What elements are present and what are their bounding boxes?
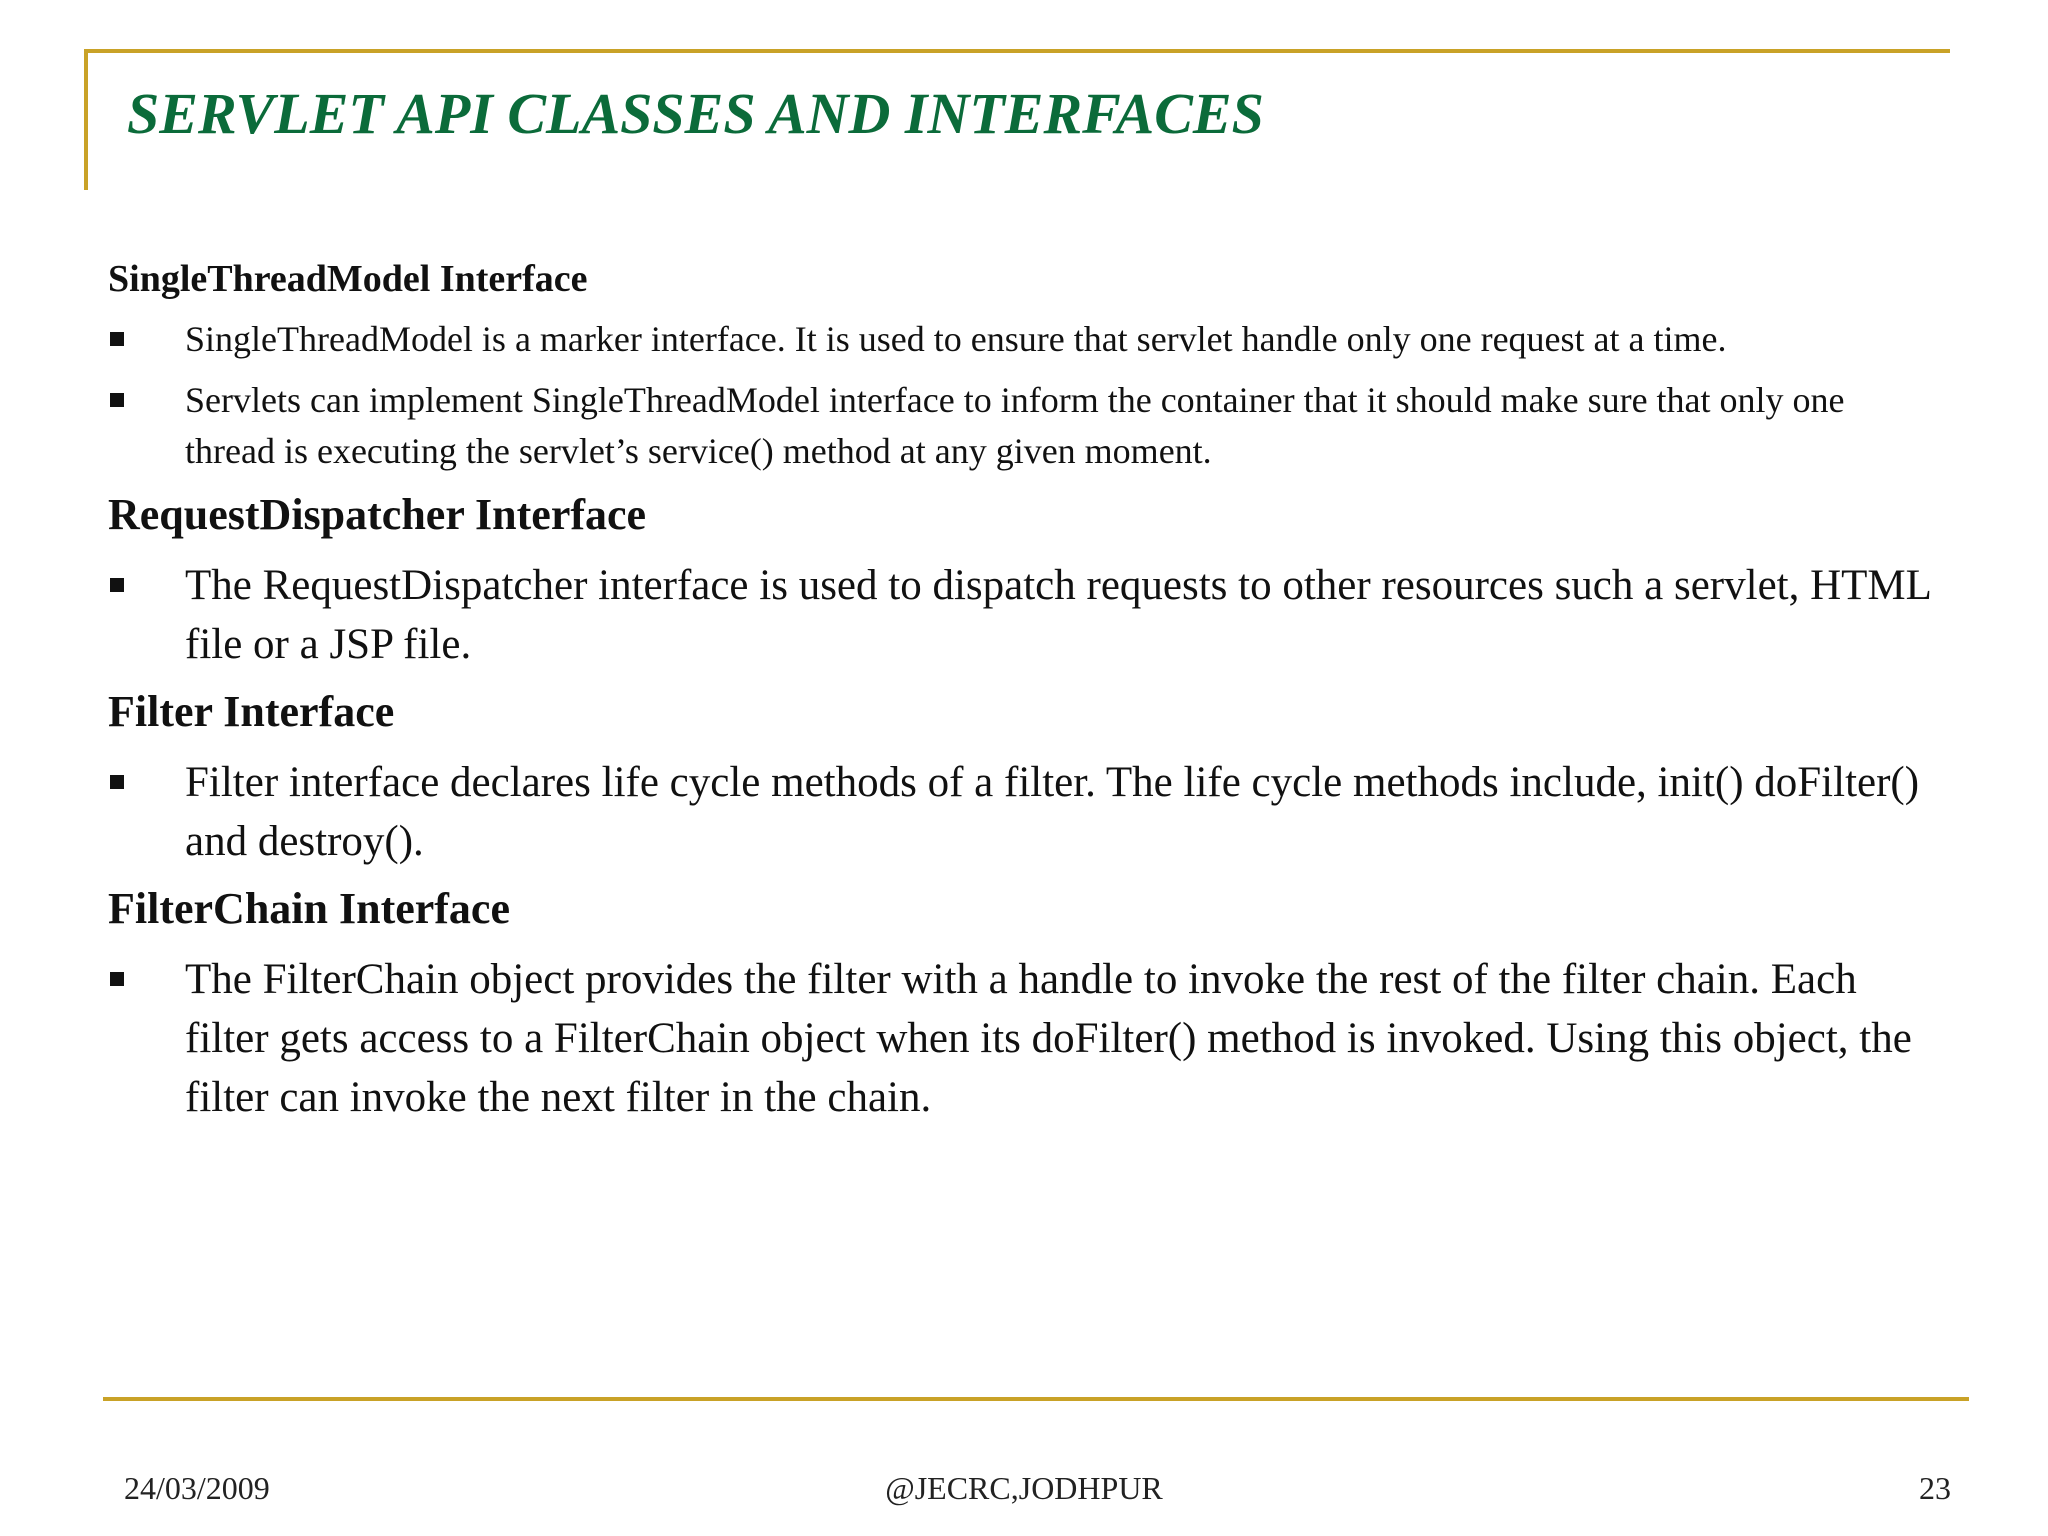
- footer-date: 24/03/2009: [124, 1470, 270, 1506]
- bullet-text: The RequestDispatcher interface is used to dispatch requests to other resources such a servlet, HTML file or a JSP file.: [185, 561, 1931, 668]
- slide-body: [108, 256, 1938, 1133]
- section-heading-singlethreadmodel: SingleThreadModel Interface: [108, 258, 588, 300]
- bullet-item: [108, 314, 1938, 365]
- square-bullet-icon: [110, 393, 124, 407]
- bullet-text: Filter interface declares life cycle methods of a filter. The life cycle methods include, init() doFilter() and destroy().: [185, 758, 1920, 865]
- top-accent-rule: [84, 49, 1950, 53]
- square-bullet-icon: [110, 972, 124, 986]
- bullet-item: [108, 753, 1938, 871]
- section-heading-requestdispatcher: RequestDispatcher Interface: [108, 489, 647, 539]
- section-heading-filterchain: FilterChain Interface: [108, 883, 510, 933]
- square-bullet-icon: [110, 578, 124, 592]
- section-heading-filter: Filter Interface: [108, 686, 395, 736]
- bullet-item: [108, 556, 1938, 674]
- bullet-text: SingleThreadModel is a marker interface. It is used to ensure that servlet handle only one request at a time.: [185, 318, 1727, 359]
- page-number: 23: [1919, 1470, 1951, 1506]
- bullet-text: The FilterChain object provides the filter with a handle to invoke the rest of the filter chain. Each filter gets access to a FilterChain object when its doFilter() method is invoked. Using this object, the filter can invoke the next filter in the chain.: [185, 955, 1912, 1121]
- bullet-item: [108, 375, 1938, 477]
- square-bullet-icon: [110, 332, 124, 346]
- square-bullet-icon: [110, 775, 124, 789]
- slide-title: SERVLET API CLASSES AND INTERFACES: [127, 81, 1264, 146]
- bottom-accent-rule: [103, 1397, 1969, 1401]
- left-accent-rule: [84, 49, 88, 190]
- bullet-item: [108, 950, 1938, 1127]
- footer-organization: @JECRC,JODHPUR: [885, 1470, 1163, 1506]
- bullet-text: Servlets can implement SingleThreadModel interface to inform the container that it should make sure that only one thread is executing the servlet’s service() method at any given moment.: [185, 379, 1845, 471]
